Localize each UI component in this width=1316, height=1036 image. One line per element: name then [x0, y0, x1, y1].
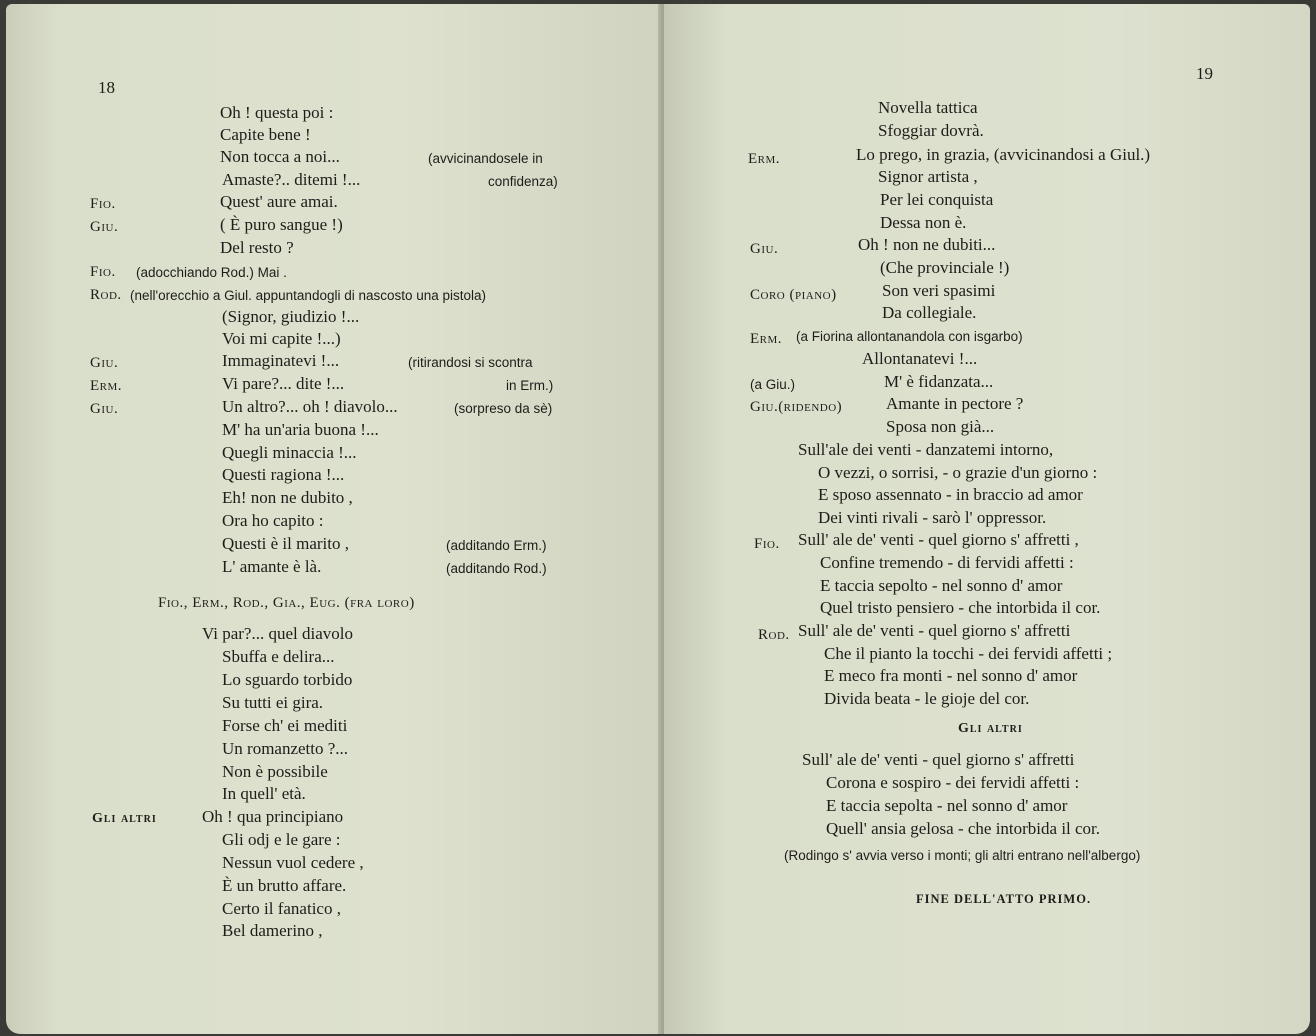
speaker-label: Giu.	[90, 401, 119, 417]
stage-direction: (sorpreso da sè)	[454, 401, 553, 416]
stage-direction: confidenza)	[488, 174, 558, 189]
section-heading: Gli altri	[958, 721, 1023, 736]
verse-line: E sposo assennato - in braccio ad amor	[818, 485, 1083, 504]
verse-line: Sfoggiar dovrà.	[878, 121, 984, 140]
verse-line: Quel tristo pensiero - che intorbida il cor.	[820, 598, 1101, 617]
verse-line: Questi è il marito ,	[222, 534, 350, 553]
verse-line: Bel damerino ,	[222, 921, 323, 940]
verse-line: M' è fidanzata...	[884, 372, 994, 391]
verse-line: Oh ! qua principiano	[202, 807, 344, 826]
speaker-label: Gli altri	[92, 811, 157, 826]
verse-line: È un brutto affare.	[222, 876, 347, 895]
stage-direction: (nell'orecchio a Giul. appuntandogli di nascosto una pistola)	[130, 288, 487, 303]
verse-line: Lo prego, in grazia, (avvicinandosi a Giul.)	[856, 145, 1151, 164]
verse-line: Amante in pectore ?	[886, 394, 1024, 413]
verse-line: Corona e sospiro - dei fervidi affetti :	[826, 773, 1080, 792]
verse-line: Sull' ale de' venti - quel giorno s' affretti	[798, 621, 1071, 640]
verse-line: Confine tremendo - di fervidi affetti :	[820, 553, 1074, 572]
verse-line: Vi par?... quel diavolo	[202, 624, 353, 643]
speaker-label: Erm.	[90, 378, 123, 394]
stage-direction: (a Fiorina allontanandola con isgarbo)	[796, 329, 1023, 344]
verse-line: Oh ! questa poi :	[220, 103, 334, 122]
verse-line: Per lei conquista	[880, 190, 994, 209]
verse-line: Quest' aure amai.	[220, 192, 338, 211]
speaker-label: Coro (piano)	[750, 287, 837, 303]
stage-direction: (a Giu.)	[750, 377, 796, 392]
verse-line: Un altro?... oh ! diavolo...	[222, 397, 398, 416]
stage-direction: (additando Rod.)	[446, 561, 547, 576]
speaker-label: Fio.	[754, 536, 780, 552]
ensemble-heading: Fio., Erm., Rod., Gia., Eug. (fra loro)	[158, 595, 415, 611]
stage-direction: in Erm.)	[506, 378, 554, 393]
stage-direction: (avvicinandosele in	[428, 151, 543, 166]
verse-line: Dessa non è.	[880, 213, 967, 232]
verse-line: Divida beata - le gioje del cor.	[824, 689, 1030, 708]
speaker-label: Giu.	[90, 219, 119, 235]
verse-line: Che il pianto la tocchi - dei fervidi affetti ;	[824, 644, 1113, 663]
verse-line: Sposa non già...	[886, 417, 995, 436]
verse-line: E taccia sepolta - nel sonno d' amor	[826, 796, 1068, 815]
verse-line: Eh! non ne dubito ,	[222, 488, 353, 507]
verse-line: Ora ho capito :	[222, 511, 324, 530]
speaker-label: Giu.	[750, 241, 779, 257]
verse-line: (adocchiando Rod.) Mai .	[136, 265, 287, 280]
verse-line: Non tocca a noi...	[220, 147, 340, 166]
verse-line: Sull' ale de' venti - quel giorno s' affretti	[802, 750, 1075, 769]
page-number-left: 18	[98, 78, 115, 97]
stage-direction: (Rodingo s' avvia verso i monti; gli altri entrano nell'albergo)	[784, 848, 1141, 863]
verse-line: O vezzi, o sorrisi, - o grazie d'un giorno :	[818, 463, 1098, 482]
verse-line: Sull'ale dei venti - danzatemi intorno,	[798, 440, 1054, 459]
verse-line: Signor artista ,	[878, 167, 978, 186]
verse-line: Sull' ale de' venti - quel giorno s' affretti ,	[798, 530, 1079, 549]
stage-direction: (ritirandosi si scontra	[408, 355, 533, 370]
stage-direction: (additando Erm.)	[446, 538, 547, 553]
verse-line: Son veri spasimi	[882, 281, 996, 300]
verse-line: Sbuffa e delira...	[222, 647, 335, 666]
page-number-right: 19	[1196, 64, 1213, 83]
verse-line: Certo il fanatico ,	[222, 899, 341, 918]
verse-line: Un romanzetto ?...	[222, 739, 349, 758]
verse-line: Del resto ?	[220, 238, 294, 257]
verse-line: In quell' età.	[222, 784, 306, 803]
verse-line: (Che provinciale !)	[880, 258, 1010, 277]
speaker-label: Erm.	[748, 151, 781, 167]
verse-line: M' ha un'aria buona !...	[222, 420, 379, 439]
verse-line: Novella tattica	[878, 98, 978, 117]
verse-line: Questi ragiona !...	[222, 465, 345, 484]
verse-line: ( È puro sangue !)	[220, 215, 343, 234]
verse-line: Non è possibile	[222, 762, 328, 781]
verse-line: L' amante è là.	[222, 557, 322, 576]
verse-line: E taccia sepolto - nel sonno d' amor	[820, 576, 1063, 595]
verse-line: (Signor, giudizio !...	[222, 307, 360, 326]
verse-line: Da collegiale.	[882, 303, 977, 322]
verse-line: Allontanatevi !...	[862, 349, 978, 368]
speaker-label: Fio.	[90, 264, 116, 280]
verse-line: E meco fra monti - nel sonno d' amor	[824, 666, 1078, 685]
verse-line: Gli odj e le gare :	[222, 830, 341, 849]
verse-line: Vi pare?... dite !...	[222, 374, 345, 393]
verse-line: Oh ! non ne dubiti...	[858, 235, 996, 254]
verse-line: Amaste?.. ditemi !...	[222, 170, 361, 189]
speaker-label: Giu.(ridendo)	[750, 399, 843, 415]
speaker-label: Erm.	[750, 331, 783, 347]
verse-line: Immaginatevi !...	[222, 351, 340, 370]
verse-line: Quell' ansia gelosa - che intorbida il cor.	[826, 819, 1101, 838]
verse-line: Capite bene !	[220, 125, 311, 144]
verse-line: Su tutti ei gira.	[222, 693, 324, 712]
speaker-label: Giu.	[90, 355, 119, 371]
speaker-label: Rod.	[758, 627, 790, 643]
verse-line: Forse ch' ei mediti	[222, 716, 348, 735]
verse-line: Voi mi capite !...)	[222, 329, 341, 348]
speaker-label: Rod.	[90, 287, 122, 303]
verse-line: Lo sguardo torbido	[222, 670, 353, 689]
verse-line: Nessun vuol cedere ,	[222, 853, 364, 872]
verse-line: Quegli minaccia !...	[222, 443, 357, 462]
speaker-label: Fio.	[90, 196, 116, 212]
verse-line: Dei vinti rivali - sarò l' oppressor.	[818, 508, 1047, 527]
act-end-heading: FINE DELL'ATTO PRIMO.	[916, 892, 1092, 906]
